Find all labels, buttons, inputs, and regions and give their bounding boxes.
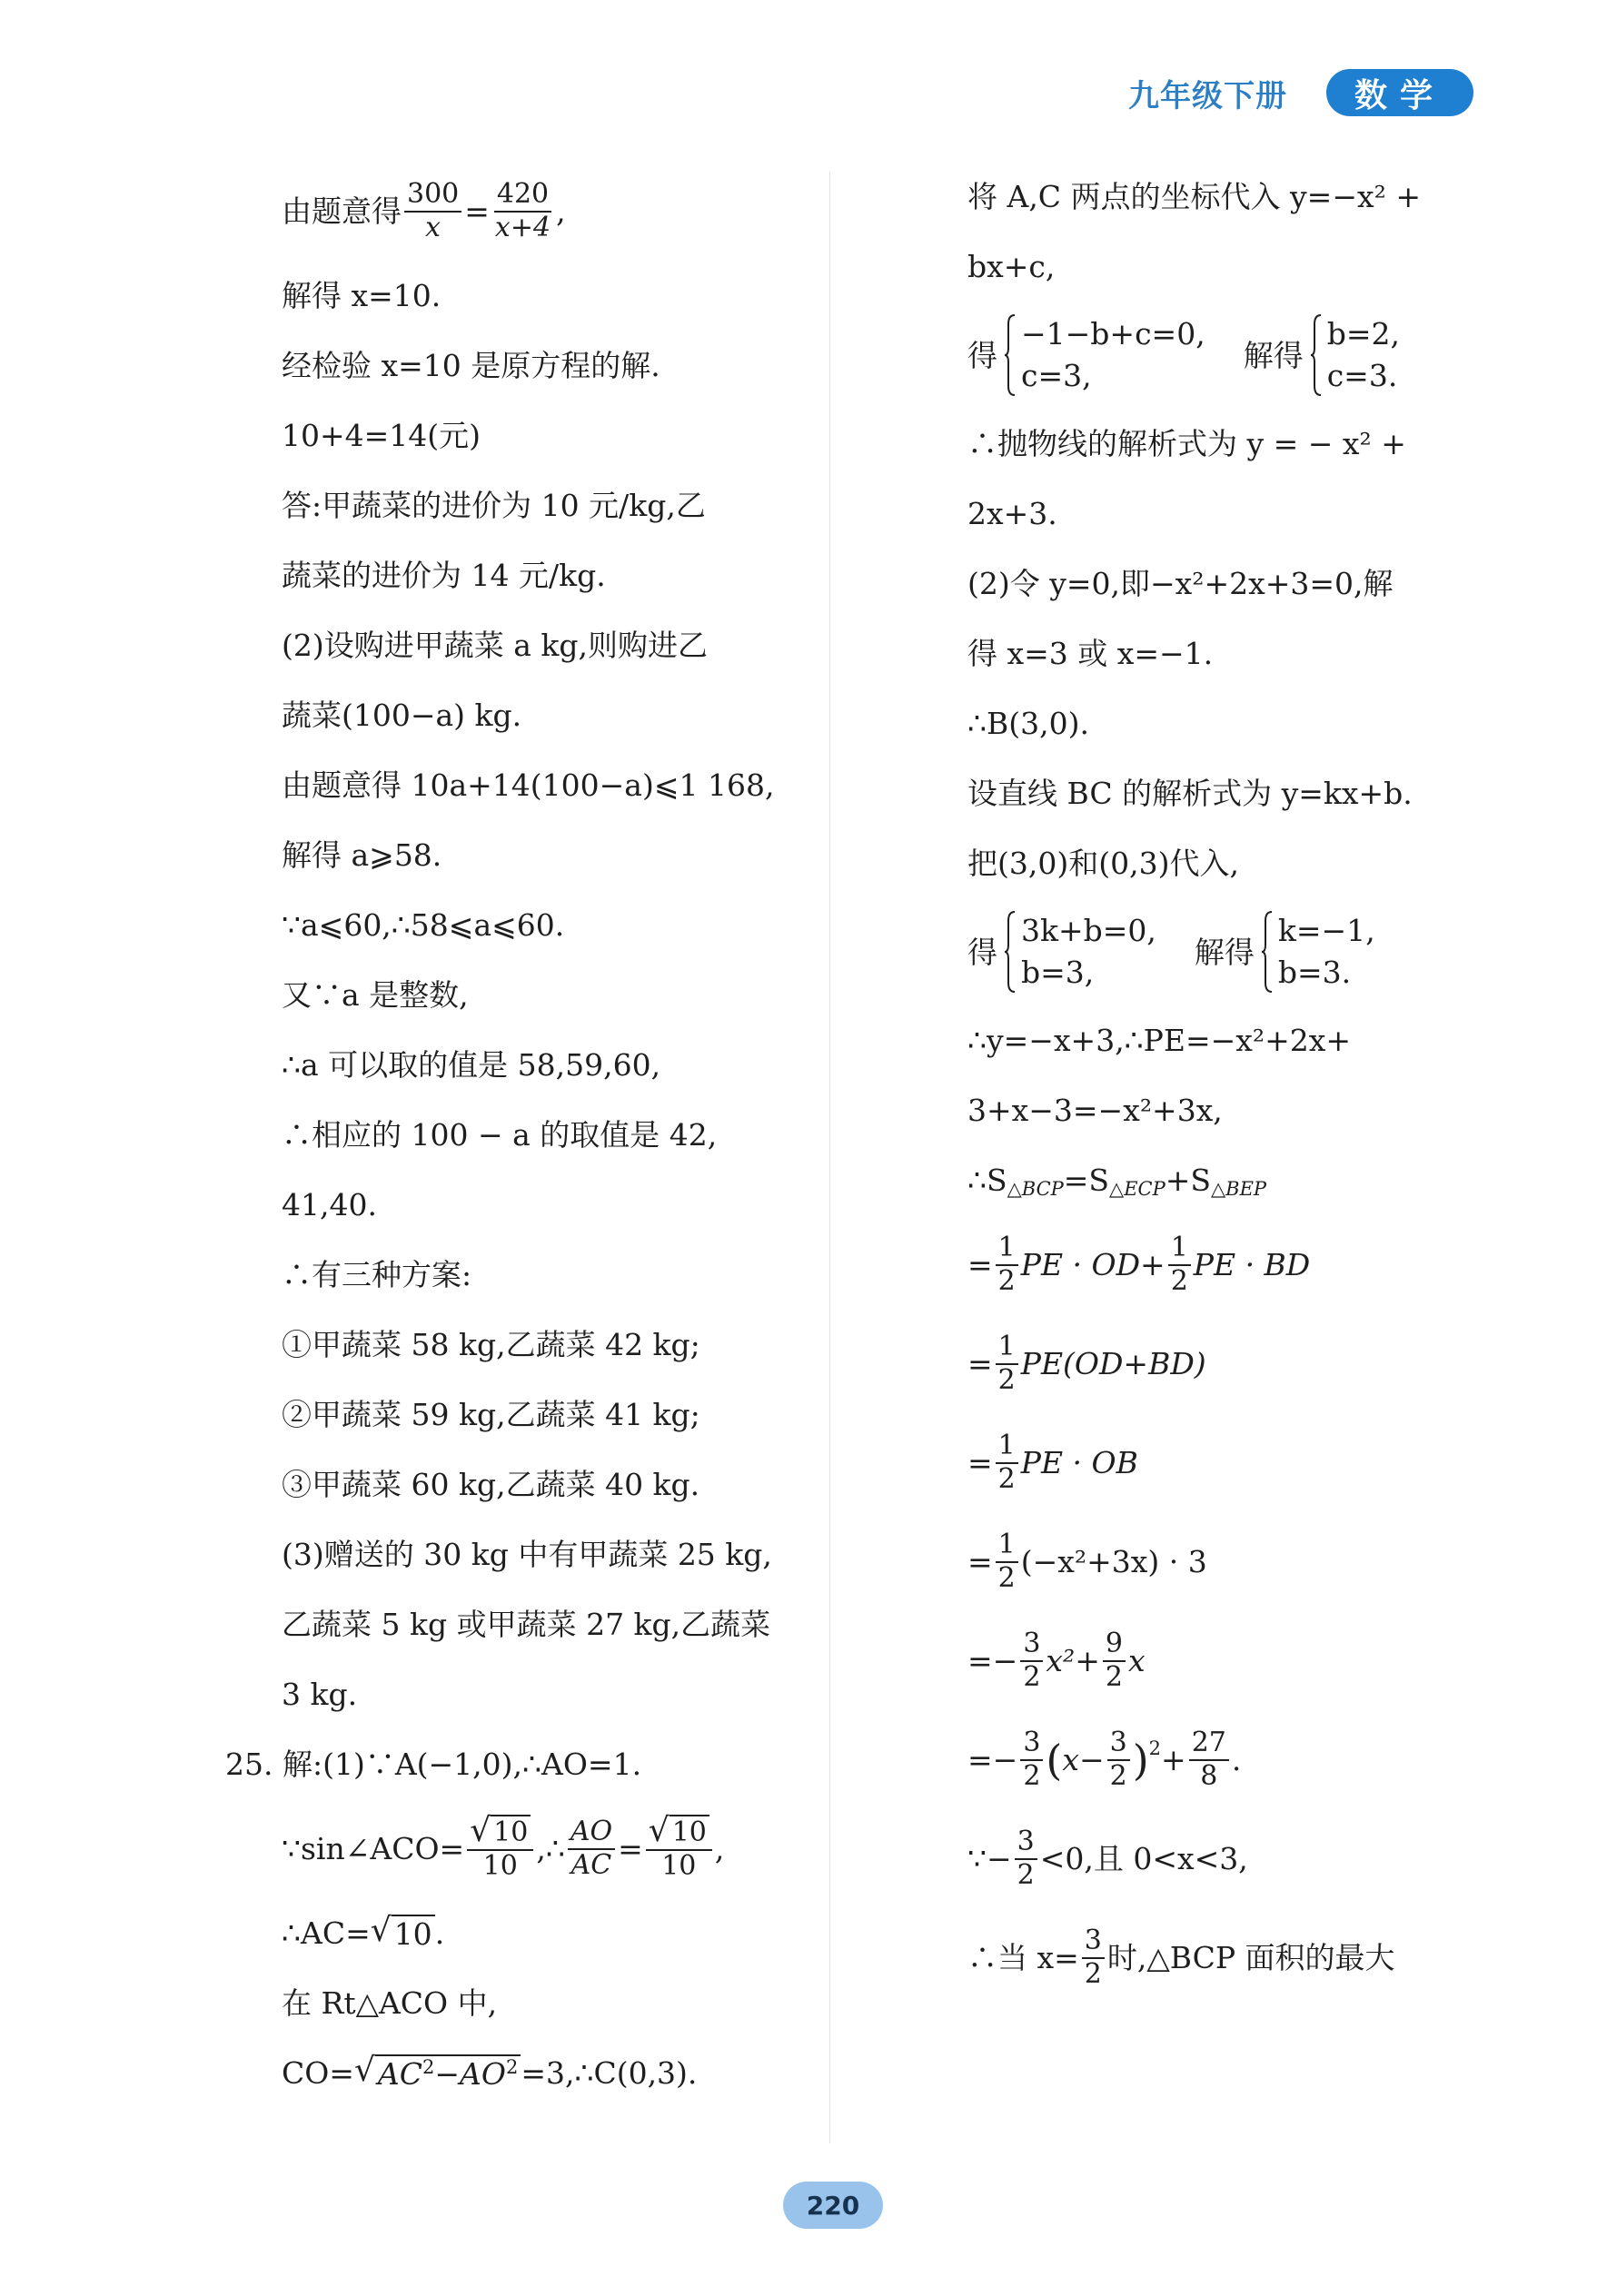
numerator: 9 [1103, 1628, 1126, 1662]
open-paren: ( [1046, 1735, 1063, 1785]
text-line: 2x+3. [967, 496, 1057, 531]
system-row: b=2, [1326, 316, 1400, 351]
system-row: 3k+b=0, [1021, 913, 1156, 948]
text-line: 解得 x=10. [282, 278, 441, 313]
sqrt: √ 10 [371, 1915, 435, 1953]
text: ∴S [967, 1163, 1007, 1198]
text: + [1161, 1742, 1186, 1777]
text: ∴当 x= [967, 1940, 1079, 1975]
text: x− [1062, 1742, 1105, 1777]
fraction [1020, 1628, 1043, 1693]
system-row: −1−b+c=0, [1021, 316, 1205, 351]
equation-system [1005, 910, 1156, 994]
text-line: ∴抛物线的解析式为 y = − x² + [967, 426, 1406, 461]
text-line: ∴y=−x+3,∴PE=−x²+2x+ [967, 1023, 1352, 1058]
text-line: 3+x−3=−x²+3x, [967, 1093, 1223, 1128]
sqrt: √ 10 [470, 1815, 531, 1849]
equation-line [967, 1215, 1513, 1314]
problem-25-heading: 25. 解:(1)∵A(−1,0),∴AO=1. [225, 1747, 642, 1782]
text: CO= [282, 2055, 354, 2091]
text: = [618, 1831, 643, 1866]
numerator: 3 [1107, 1727, 1130, 1761]
text: <0,且 0<x<3, [1039, 1841, 1248, 1876]
denominator: 2 [1084, 1957, 1102, 1990]
text: ,∴ [536, 1831, 565, 1866]
header-subject-badge: 数学 [1326, 69, 1473, 116]
text-line: 蔬菜(100−a) kg. [282, 698, 522, 733]
fraction [996, 1232, 1018, 1297]
text: 解得 [1194, 934, 1255, 970]
text-line: 又∵a 是整数, [282, 977, 469, 1013]
text-line: 得 x=3 或 x=−1. [967, 636, 1214, 671]
text: =− [967, 1643, 1018, 1678]
denominator: AC [570, 1848, 612, 1881]
numerator: 1 [1168, 1232, 1191, 1266]
text-line: 设直线 BC 的解析式为 y=kx+b. [967, 776, 1413, 811]
text: PE · OB [1020, 1445, 1138, 1480]
equation-line [967, 1809, 1513, 1908]
sqrt: √ 10 [649, 1815, 709, 1849]
equation-line [282, 162, 808, 261]
text: 解得 [1243, 337, 1304, 373]
equation-line [967, 1145, 1513, 1215]
denominator: 2 [997, 1561, 1016, 1594]
term: −AO [434, 2055, 506, 2092]
text-line: 由题意得 10a+14(100−a)⩽1 168, [282, 767, 775, 803]
text: PE · OD+ [1020, 1247, 1166, 1282]
text-line: (3)赠送的 30 kg 中有甲蔬菜 25 kg, [282, 1537, 772, 1572]
text-line: ∴a 可以取的值是 58,59,60, [282, 1047, 661, 1083]
text: = [967, 1247, 993, 1282]
denominator: 2 [997, 1462, 1016, 1495]
denominator: 10 [661, 1850, 697, 1883]
exponent: 2 [1148, 1737, 1162, 1759]
equation-line [967, 1413, 1513, 1512]
text-line: 将 A,C 两点的坐标代入 y=−x² + [967, 179, 1421, 214]
fraction [1015, 1826, 1037, 1891]
equation-line [967, 1908, 1513, 2007]
text-line: ②甲蔬菜 59 kg,乙蔬菜 41 kg; [282, 1397, 700, 1432]
text: 由题意得 [282, 193, 402, 229]
fraction [1082, 1925, 1105, 1990]
text: ∵− [967, 1841, 1012, 1876]
term: AC [377, 2055, 423, 2092]
equation-system [1311, 313, 1400, 397]
fraction [1103, 1628, 1126, 1693]
brace-icon [1005, 313, 1016, 397]
text-line: ③甲蔬菜 60 kg,乙蔬菜 40 kg. [282, 1467, 700, 1502]
text: x [1128, 1643, 1146, 1678]
text-line: ∴相应的 100 − a 的取值是 42, [282, 1117, 718, 1153]
text-line: ①甲蔬菜 58 kg,乙蔬菜 42 kg; [282, 1327, 700, 1362]
fraction [996, 1529, 1018, 1594]
equation-line [967, 1710, 1513, 1809]
text: , [556, 193, 566, 229]
text-line: 10+4=14(元) [282, 418, 481, 453]
numerator: 300 [404, 179, 461, 213]
text: 得 [967, 337, 997, 373]
text-line: (2)令 y=0,即−x²+2x+3=0,解 [967, 566, 1394, 601]
denominator: 2 [997, 1363, 1016, 1396]
equation-system [1262, 910, 1375, 994]
denominator: 2 [1023, 1759, 1041, 1792]
numerator: 1 [996, 1430, 1018, 1464]
text-line: 41,40. [282, 1187, 377, 1222]
text-line: ∴有三种方案: [282, 1257, 472, 1292]
numerator: 420 [494, 179, 551, 213]
denominator: 10 [482, 1850, 518, 1883]
text: ∵sin∠ACO= [282, 1831, 465, 1866]
equation-system-line [967, 302, 1513, 409]
equation-line [967, 1314, 1513, 1413]
text: =− [967, 1742, 1018, 1777]
denominator: 8 [1200, 1759, 1218, 1792]
fraction [467, 1812, 533, 1883]
denominator: 2 [1170, 1264, 1188, 1297]
left-column [225, 162, 808, 2108]
exponent: 2 [505, 2055, 519, 2078]
fraction [996, 1430, 1018, 1495]
text-line: 经检验 x=10 是原方程的解. [282, 348, 660, 383]
text: 得 [967, 934, 997, 970]
denominator: 2 [1105, 1660, 1123, 1693]
system-row: c=3, [1021, 358, 1092, 393]
system-row: c=3. [1326, 358, 1398, 393]
sqrt: √ $AC^2-AO^2$ [354, 2054, 521, 2093]
text: PE(OD+BD) [1020, 1346, 1206, 1381]
numerator: 1 [996, 1331, 1018, 1365]
text-line: 蔬菜的进价为 14 元/kg. [282, 558, 606, 593]
numerator: 3 [1082, 1925, 1105, 1959]
denominator: 2 [1109, 1759, 1127, 1792]
text-line: bx+c, [967, 249, 1056, 284]
fraction [492, 179, 553, 243]
radicand: 10 [491, 1815, 531, 1849]
denominator: x+4 [494, 211, 551, 243]
fraction [996, 1331, 1018, 1396]
text: = [464, 193, 490, 229]
fraction [1168, 1232, 1191, 1297]
text-line: 在 Rt△ACO 中, [282, 1985, 498, 2021]
text-line: (2)设购进甲蔬菜 a kg,则购进乙 [282, 628, 709, 663]
numerator: 3 [1015, 1826, 1037, 1860]
numerator: 1 [996, 1232, 1018, 1266]
right-column [967, 162, 1513, 2007]
denominator: x [425, 211, 441, 243]
numerator: AO [568, 1816, 615, 1850]
header-book-title: 九年级下册 [1128, 78, 1287, 114]
radicand: 10 [392, 1915, 435, 1953]
text: +S [1165, 1163, 1211, 1198]
text: . [434, 1915, 445, 1951]
text: =S [1063, 1163, 1110, 1198]
numerator: 3 [1020, 1628, 1043, 1662]
text-line: 3 kg. [282, 1677, 358, 1712]
equation-line [282, 1799, 808, 1898]
fraction [646, 1812, 712, 1883]
exponent: 2 [422, 2055, 435, 2078]
equation-line [967, 1512, 1513, 1611]
text: =3,∴C(0,3). [521, 2055, 698, 2091]
denominator: 2 [1023, 1660, 1041, 1693]
numerator: 3 [1020, 1727, 1043, 1761]
subscript: △ECP [1109, 1178, 1166, 1200]
text: 时,△BCP 面积的最大 [1106, 1940, 1395, 1975]
system-row: b=3, [1021, 955, 1095, 990]
system-row: k=−1, [1277, 913, 1375, 948]
fraction [1020, 1727, 1043, 1792]
text: , [714, 1831, 725, 1866]
text-line: 乙蔬菜 5 kg 或甲蔬菜 27 kg,乙蔬菜 [282, 1607, 771, 1642]
text-line: 把(3,0)和(0,3)代入, [967, 846, 1239, 881]
equation-line [967, 1611, 1513, 1710]
numerator [646, 1812, 712, 1851]
equation-line [282, 1898, 808, 1968]
denominator: 2 [1017, 1858, 1035, 1891]
text-line: 答:甲蔬菜的进价为 10 元/kg,乙 [282, 488, 706, 523]
system-row: b=3. [1277, 955, 1352, 990]
numerator: 1 [996, 1529, 1018, 1563]
brace-icon [1262, 910, 1273, 994]
text: ∴AC= [282, 1915, 371, 1951]
radicand: 10 [670, 1815, 709, 1849]
subscript: △BEP [1211, 1178, 1267, 1200]
numerator [467, 1812, 533, 1851]
brace-icon [1005, 910, 1016, 994]
radicand [375, 2054, 521, 2093]
text: x²+ [1046, 1643, 1100, 1678]
column-divider [829, 173, 830, 2143]
text-line: 解得 a⩾58. [282, 837, 442, 873]
text: = [967, 1544, 993, 1579]
fraction [1189, 1727, 1229, 1792]
close-paren: ) [1132, 1735, 1149, 1785]
text: . [1231, 1742, 1242, 1777]
equation-system [1005, 313, 1205, 397]
text: = [967, 1445, 993, 1480]
text-line: ∴B(3,0). [967, 706, 1089, 741]
fraction [404, 179, 461, 243]
subscript: △BCP [1007, 1178, 1064, 1200]
numerator: 27 [1189, 1727, 1229, 1761]
text: PE · BD [1193, 1247, 1311, 1282]
denominator: 2 [997, 1264, 1016, 1297]
text-line: ∵a⩽60,∴58⩽a⩽60. [282, 907, 565, 943]
equation-system-line [967, 898, 1513, 1005]
text: = [967, 1346, 993, 1381]
text: (−x²+3x) · 3 [1020, 1544, 1207, 1579]
fraction [568, 1816, 615, 1881]
brace-icon [1311, 313, 1322, 397]
equation-line [282, 2038, 808, 2108]
fraction [1107, 1727, 1130, 1792]
page-number: 220 [783, 2182, 883, 2229]
